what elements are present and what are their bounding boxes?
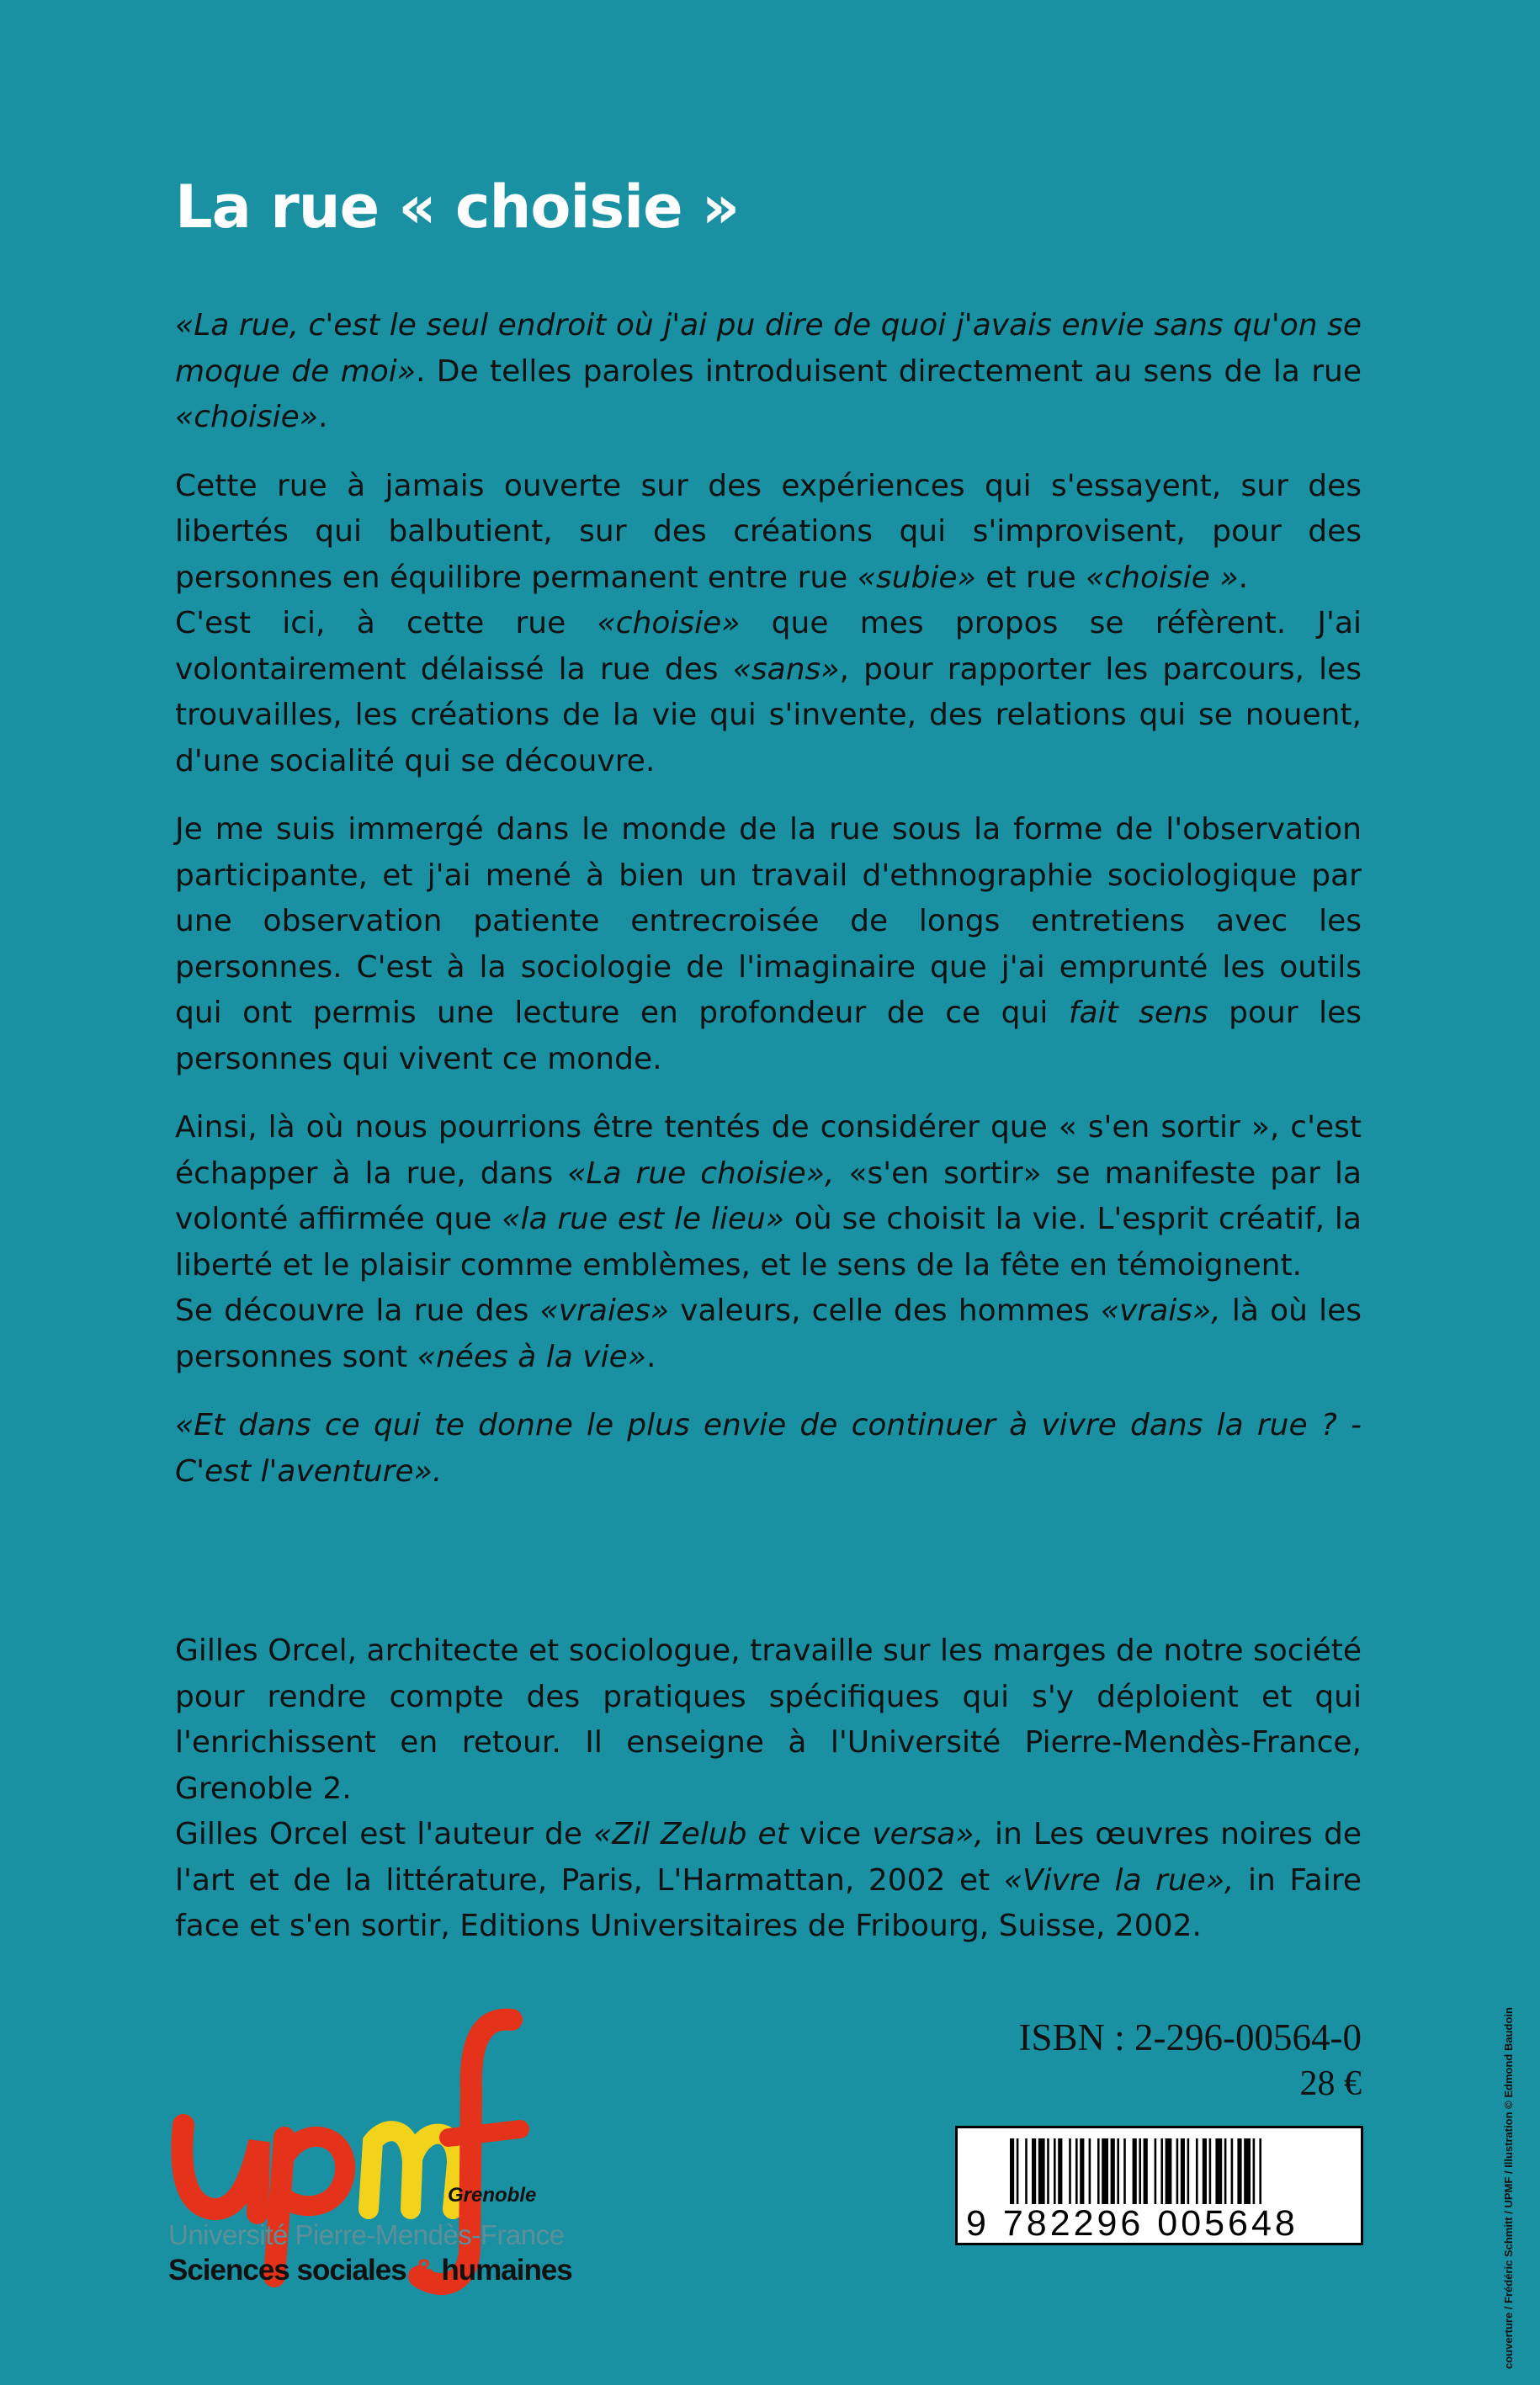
barcode-bars (1010, 2138, 1313, 2204)
barcode-bar (1196, 2138, 1198, 2204)
barcode-bar (1215, 2138, 1222, 2204)
barcode-bar (1047, 2138, 1049, 2204)
barcode-bar (1032, 2138, 1036, 2204)
barcode-bar (1117, 2138, 1119, 2204)
faculty-name (168, 2254, 572, 2287)
intro-paragraph (175, 464, 1362, 602)
barcode-bar (1089, 2138, 1091, 2204)
italic-run: versa», (872, 1817, 984, 1851)
text-run: que mes propos se réfèrent. J'ai volontairement délaissé la rue des (175, 606, 1362, 687)
italic-run: fait sens (1068, 996, 1208, 1030)
isbn: ISBN : 2-296-00564-0 (1018, 2016, 1362, 2058)
text-run: valeurs, celle des hommes (669, 1293, 1101, 1328)
text-run: Se découvre la rue des (175, 1293, 540, 1328)
text-run: là où les personnes sont (175, 1293, 1362, 1374)
back-cover-text (175, 303, 1362, 1517)
italic-run: «vraies» (539, 1293, 670, 1328)
barcode-bar (1166, 2138, 1172, 2204)
barcode-bar (1054, 2138, 1056, 2204)
barcode-bar (1080, 2138, 1084, 2204)
text-run: . De telles paroles introduisent directement au sens de la rue (415, 353, 1362, 389)
barcode-bar (1244, 2138, 1251, 2204)
barcode-bar (1253, 2138, 1256, 2204)
logo-city: Grenoble (448, 2184, 537, 2207)
text-run: Je me suis immergé dans le monde de la rue sous la forme de l'observation participante, et j'ai mené à bien un travail d'ethnographie sociologique par une observation patiente entrecroisée de longs entretiens avec les personnes. C'est à la sociologie de l'imaginaire que j'ai emprunté les outils qui ont permis une lecture en profondeur de ce qui (175, 812, 1362, 1030)
barcode-bar (1111, 2138, 1115, 2204)
conclusion-paragraph (175, 1105, 1362, 1288)
italic-run: «Et dans ce qui te donne le plus envie de continuer à vivre dans la rue ? - C'est l'aventure». (175, 1408, 1362, 1489)
text-run: in Les œuvres noires de l'art et de la littérature, Paris, L'Harmattan, 2002 et (175, 1817, 1362, 1898)
quote-paragraph (175, 303, 1362, 441)
text-run: pour les personnes qui vivent ce monde. (175, 996, 1362, 1076)
values-paragraph (175, 1288, 1362, 1380)
barcode-bar (1203, 2138, 1207, 2204)
italic-run: «choisie» (175, 400, 318, 434)
text-run: . (1238, 560, 1249, 595)
text-run: vice (788, 1817, 873, 1851)
author-bio-paragraph (175, 1628, 1362, 1812)
italic-run: «La rue choisie», (567, 1155, 835, 1191)
faculty-ampersand: & (413, 2254, 434, 2287)
faculty-name-part-2: humaines (433, 2254, 572, 2287)
barcode-bar (1017, 2138, 1019, 2204)
text-run: , pour rapporter les parcours, les trouvailles, les créations de la vie qui s'invente, des relations qui se nouent, d'une socialité qui se découvre. (175, 651, 1362, 778)
barcode-bar (1176, 2138, 1179, 2204)
barcode-bar (1224, 2138, 1227, 2204)
barcode-bar (1187, 2138, 1190, 2204)
barcode-bar (1209, 2138, 1212, 2204)
italic-run: «vrais», (1100, 1293, 1221, 1328)
barcode-bar (1069, 2138, 1071, 2204)
price: 28 € (1299, 2064, 1362, 2103)
faculty-name-part-1: Sciences sociales (168, 2254, 414, 2287)
barcode-bar (1133, 2138, 1137, 2204)
barcode-bar (1237, 2138, 1241, 2204)
text-run: où se choisit la vie. L'esprit créatif, la liberté et le plaisir comme emblèmes, et le sens de la fête en témoignent. (175, 1202, 1362, 1283)
italic-run: «choisie» (597, 606, 741, 640)
text-run: Gilles Orcel est l'auteur de (175, 1817, 594, 1851)
barcode-bar (1259, 2138, 1261, 2204)
italic-run: «choisie » (1086, 560, 1239, 595)
barcode (955, 2126, 1363, 2245)
text-run: C'est ici, à cette rue (175, 606, 597, 640)
barcode-bar (1144, 2138, 1148, 2204)
italic-run: «Zil Zelub et (593, 1817, 789, 1851)
author-bio (175, 1628, 1362, 1950)
italic-run: «la rue est le lieu» (502, 1202, 785, 1236)
barcode-bar (1075, 2138, 1078, 2204)
italic-run: «nées à la vie» (417, 1339, 646, 1374)
barcode-bar (1025, 2138, 1028, 2204)
italic-run: «La rue, c'est le seul endroit où j'ai pu dire de quoi j'avais envie sans qu'on se moque de moi» (175, 308, 1362, 389)
text-run: Ainsi, là où nous pourrions être tentés de considérer que « s'en sortir », c'est échapper à la rue, dans (175, 1110, 1362, 1191)
cover-credits: couverture / Frédéric Schmitt / UPMF / Illustration © Edmond Baudoin (1502, 2007, 1515, 2369)
italic-run: «Vivre la rue», (1003, 1862, 1235, 1898)
text-run: . (317, 400, 328, 434)
italic-run: «subie» (857, 560, 976, 595)
text-run: Cette rue à jamais ouverte sur des expériences qui s'essayent, sur des libertés qui balbutient, sur des créations qui s'improvisent, pour des personnes en équilibre permanent entre rue (175, 468, 1362, 595)
barcode-bar (1155, 2138, 1157, 2204)
barcode-bar (1097, 2138, 1100, 2204)
text-run: in Faire face et s'en sortir, Editions Universitaires de Fribourg, Suisse, 2002. (175, 1862, 1362, 1943)
barcode-bar (1038, 2138, 1045, 2204)
choice-paragraph (175, 601, 1362, 784)
italic-run: «sans» (732, 651, 840, 687)
closing-quote (175, 1403, 1362, 1495)
text-run: «s'en sortir» se manifeste par la volonté affirmée que (175, 1155, 1362, 1236)
text-run: Gilles Orcel, architecte et sociologue, travaille sur les marges de notre société pour rendre compte des pratiques spécifiques qui s'y déploient et qui l'enrichissent en retour. Il enseigne à l'Université Pierre-Mendès-France, Grenoble 2. (175, 1633, 1362, 1806)
text-run: . (645, 1339, 656, 1374)
method-paragraph (175, 807, 1362, 1082)
book-title: La rue « choisie » (175, 173, 740, 242)
barcode-bar (1058, 2138, 1062, 2204)
barcode-bar (1181, 2138, 1185, 2204)
barcode-bar (1123, 2138, 1126, 2204)
author-works-paragraph (175, 1812, 1362, 1950)
text-run: et rue (975, 560, 1086, 595)
barcode-bar (1160, 2138, 1163, 2204)
barcode-bar (1010, 2138, 1014, 2204)
barcode-bar (1139, 2138, 1141, 2204)
university-name: Université Pierre-Mendès-France (168, 2219, 565, 2250)
barcode-bar (1231, 2138, 1234, 2204)
barcode-digits: 9 782296 005648 (966, 2203, 1298, 2244)
barcode-bar (1102, 2138, 1108, 2204)
